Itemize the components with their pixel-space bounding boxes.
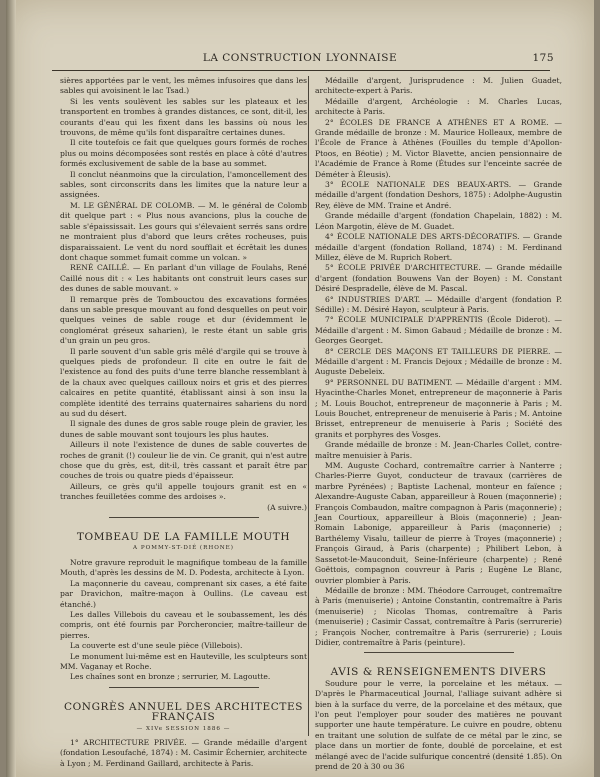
paragraph: sières apportées par le vent, les mêmes infusoires que dans les sables qui avoisinent le lac Tsad.) (60, 76, 307, 96)
paragraph: Notre gravure reproduit le magnifique tombeau de la famille Mouth, d'après les dessins de M. D. Podesta, architecte à Lyon. (60, 557, 307, 578)
paragraph: Grande médaille de bronze : M. Jean-Charles Collet, contre-maître menuisier à Paris. (315, 440, 562, 460)
paragraph: 1° ARCHITECTURE PRIVÉE. — Grande médaille d'argent (fondation Lesoufaché, 1874) : M. Casimir Échernier, architecte à Lyon ; M. Ferdinand Gaillard, architecte à Paris. (60, 737, 307, 768)
paragraph: RENÉ CAILLÉ. — En parlant d'un village de Foulahs, René Caillé nous dit : « Les habitants ont construit leurs cases sur des dunes de sable mouvant. » (60, 263, 307, 294)
paragraph: Grande médaille d'argent (fondation Chapelain, 1882) : M. Léon Margotin, élève de M. Guadet. (315, 211, 562, 231)
header-rule (52, 70, 550, 71)
section-divider (364, 652, 514, 653)
tombeau-title: TOMBEAU DE LA FAMILLE MOUTH (76, 531, 291, 544)
paragraph: 5° ÉCOLE PRIVÉE D'ARCHITECTURE. — Grande médaille d'argent (fondation Bouwens Van der Boyen) : M. Constant Désiré Despradelle, élève de M. Pascal. (315, 263, 562, 294)
paragraph: 6° INDUSTRIES D'ART. — Médaille d'argent (fondation P. Sédille) : M. Désiré Hayon, sculpteur à Paris. (315, 294, 562, 314)
paragraph: Il cite toutefois ce fait que quelques gours formés de roches plus ou moins décomposées sont restés en place à côté d'autres formés exclusivement de sable de la base au sommet. (60, 138, 307, 169)
binding-gutter (6, 0, 16, 777)
paragraph: 3° ÉCOLE NATIONALE DES BEAUX-ARTS. — Grande médaille d'argent (fondation Deshors, 1875) : Adolphe-Augustin Rey, élève de MM. Traine et André. (315, 180, 562, 210)
section-divider (109, 687, 259, 688)
tombeau-subtitle: A POMMY-ST-DIÉ (RHONE) (133, 545, 234, 552)
congres-title: CONGRÈS ANNUEL DES ARCHITECTES FRANÇAIS (63, 700, 304, 724)
paragraph: 7° ÉCOLE MUNICIPALE D'APPRENTIS (École Diderot). — Médaille d'argent : M. Simon Gabaud ; Médaille de bronze : M. Georges Georget. (315, 315, 562, 346)
paragraph: Il parle souvent d'un sable gris mêlé d'argile qui se trouve à quelques pieds de profondeur. Il cite en outre le fait de l'existence au fond des puits d'une terre blanche ressemblant à de la chaux avec quelques cailloux noirs et gris et des pierres calcaires en petite quantité, établissant ainsi à son insu la complète identité des terrains quaternaires sahariens du nord au sud du désert. (60, 346, 307, 418)
paragraph: La couverte est d'une seule pièce (Villebois). (70, 641, 243, 651)
page-number: 175 (532, 52, 554, 64)
paragraph: 2° ÉCOLES DE FRANCE A ATHÈNES ET A ROME. — Grande médaille de bronze : M. Maurice Holleaux, membre de l'École de France à Athènes (Fouilles du temple d'Apollon-Ptoos, en Béotie) ; M. Victor Blavette, ancien pensionnaire de l'Académie de France à Rome (Études sur l'enceinte sacrée de Déméter à Éleusis). (315, 117, 562, 179)
column-separator (308, 76, 309, 736)
paragraph: MM. Auguste Cochard, contremaître carrier à Nanterre ; Charles-Pierre Guyot, conducteur de travaux (carrières de marbre Pyrénées) ; Baptiste Lachenal, monteur en faïence ; Alexandre-Auguste Caban, appareilleur à Rouen (maçonnerie) ; François Combaudon, maître compagnon à Paris (maçonnerie) ; Jean Courtioux, appareilleur à Blois (maçonnerie) ; Jean-Romain Labonige, appareilleur à Paris (maçonnerie) ; Barthélemy Visalu, tailleur de pierre à Troyes (maçonnerie) ; François Giraud, à Paris (charpente) ; Philibert Lebon, à Sassetot-le-Mauconduit, Seine-Inférieure (charpente) ; René Goëttois, compagnon couvreur à Paris ; Eugène Le Blanc, ouvrier plombier à Paris. (315, 461, 562, 585)
paragraph: La maçonnerie du caveau, comprenant six cases, a été faite par Dravichon, maître-maçon à Oullins. (Le caveau est étanché.) (60, 578, 307, 609)
avis-title: AVIS & RENSEIGNEMENTS DIVERS (330, 666, 547, 679)
right-column (315, 76, 562, 771)
paragraph: 8° CERCLE DES MAÇONS ET TAILLEURS DE PIERRE. — Médaille d'argent : M. Francis Dejoux ; Médaille de bronze : M. Auguste Debeleix. (315, 346, 562, 377)
paragraph: Médaille d'argent, Jurisprudence : M. Julien Guadet, architecte-expert à Paris. (315, 76, 562, 96)
paragraph: Ailleurs il note l'existence de dunes de sable couvertes de roches de granit (!) couleur lie de vin. Ce granit, qui n'est autre chose que du grès, est, dit-il, très cassant et paraît être par couches de trois ou quatre pieds d'épaisseur. (60, 440, 307, 481)
page-sheet (6, 0, 594, 777)
paragraph: Il remarque près de Tombouctou des excavations formées dans un sable presque mouvant au fond desquelles on peut voir quelques veines de sable rouge et dur (évidemment le conglomérat gréseux saharien), le reste étant un sable gris d'un grain un peu gros. (60, 294, 307, 346)
paragraph: M. LE GÉNÉRAL DE COLOMB. — M. le général de Colomb dit quelque part : « Plus nous avancions, plus la couche de sable s'épaississait. Les gours qui s'élevaient serrés sans ordre ne montraient plus d'abord que leurs crêtes rocheuses, puis disparaissaient. Le vent du nord soufflait et écrêtait les dunes dont chaque sommet fumait comme un volcan. » (60, 200, 307, 262)
paragraph: Il conclut néanmoins que la circulation, l'amoncellement des sables, sont circonscrits dans les limites que la nature leur a assignées. (60, 169, 307, 200)
paragraph: Les chaînes sont en bronze ; serrurier, M. Lagoutte. (70, 672, 271, 682)
journal-title: LA CONSTRUCTION LYONNAISE (202, 52, 398, 64)
paragraph: Si les vents soulèvent les sables sur les plateaux et les transportent en trombes à grandes distances, ce sont, dit-il, les courants d'eau qui les fixent dans les bassins où nous les trouvons, de même qu'ils font disparaître certaines dunes. (60, 96, 307, 138)
to-be-continued: (A suivre.) (267, 502, 307, 512)
paragraph: Le monument lui-même est en Hauteville, les sculpteurs sont MM. Vaganay et Roche. (60, 651, 307, 671)
paragraph: Médaille d'argent, Archéologie : M. Charles Lucas, architecte à Paris. (315, 96, 562, 117)
paragraph: Les dalles Villebois du caveau et le soubassement, les dés compris, ont été fournis par Porcheroncier, maître-tailleur de pierres. (60, 609, 307, 640)
paragraph: 4° ÉCOLE NATIONALE DES ARTS-DÉCORATIFS. — Grande médaille d'argent (fondation Rolland, 1874) : M. Ferdinand Millez, élève de M. Ruprich Robert. (315, 232, 562, 262)
paragraph: Ailleurs, ce grès qu'il appelle toujours granit est en « tranches feuilletées comme des ardoises ». (60, 481, 307, 502)
left-column (60, 76, 307, 768)
congres-subtitle: — XIVe SESSION 1886 — (136, 725, 231, 732)
paragraph: Médaille de bronze : MM. Théodore Carrouget, contremaître à Paris (menuiserie) ; Antoine Constantin, contremaître à Paris (menuiserie) ; Nicolas Thomas, contremaître à Paris (menuiserie) ; Casimir Cassat, contremaître à Paris (serrurerie) ; François Nocher, contremaître à Paris (serrurerie) ; Louis Didier, contremaître à Paris (peinture). (315, 585, 562, 647)
paragraph: 9° PERSONNEL DU BATIMENT. — Médaille d'argent : MM. Hyacinthe-Charles Monet, entrepreneur de maçonnerie à Paris ; M. Louis Bouchot, entrepreneur de maçonnerie à Paris ; M. Louis Bouchet, entrepreneur de menuiserie à Paris ; M. Antoine Brisset, entrepreneur de menuiserie à Paris ; Société des granits et porphyres des Vosges. (315, 377, 562, 439)
paragraph: Soudure pour le verre, la porcelaine et les métaux. — D'après le Pharmaceutical Journal, l'alliage suivant adhère si bien à la surface du verre, de la porcelaine et des métaux, que l'on peut l'employer pour souder des matières ne pouvant supporter une haute température. Le cuivre en poudre, obtenu en traitant une solution de sulfate de ce métal par le zinc, se place dans un mortier de fonte, doublé de porcelaine, et est mélangé avec de l'acide sulfurique concentré (densité 1.85). On prend de 20 à 30 ou 36 (315, 678, 562, 771)
running-header (46, 52, 554, 66)
paragraph: Il signale des dunes de gros sable rouge plein de gravier, les dunes de sable mouvant sont toujours les plus hautes. (60, 419, 307, 439)
section-divider (109, 517, 259, 518)
